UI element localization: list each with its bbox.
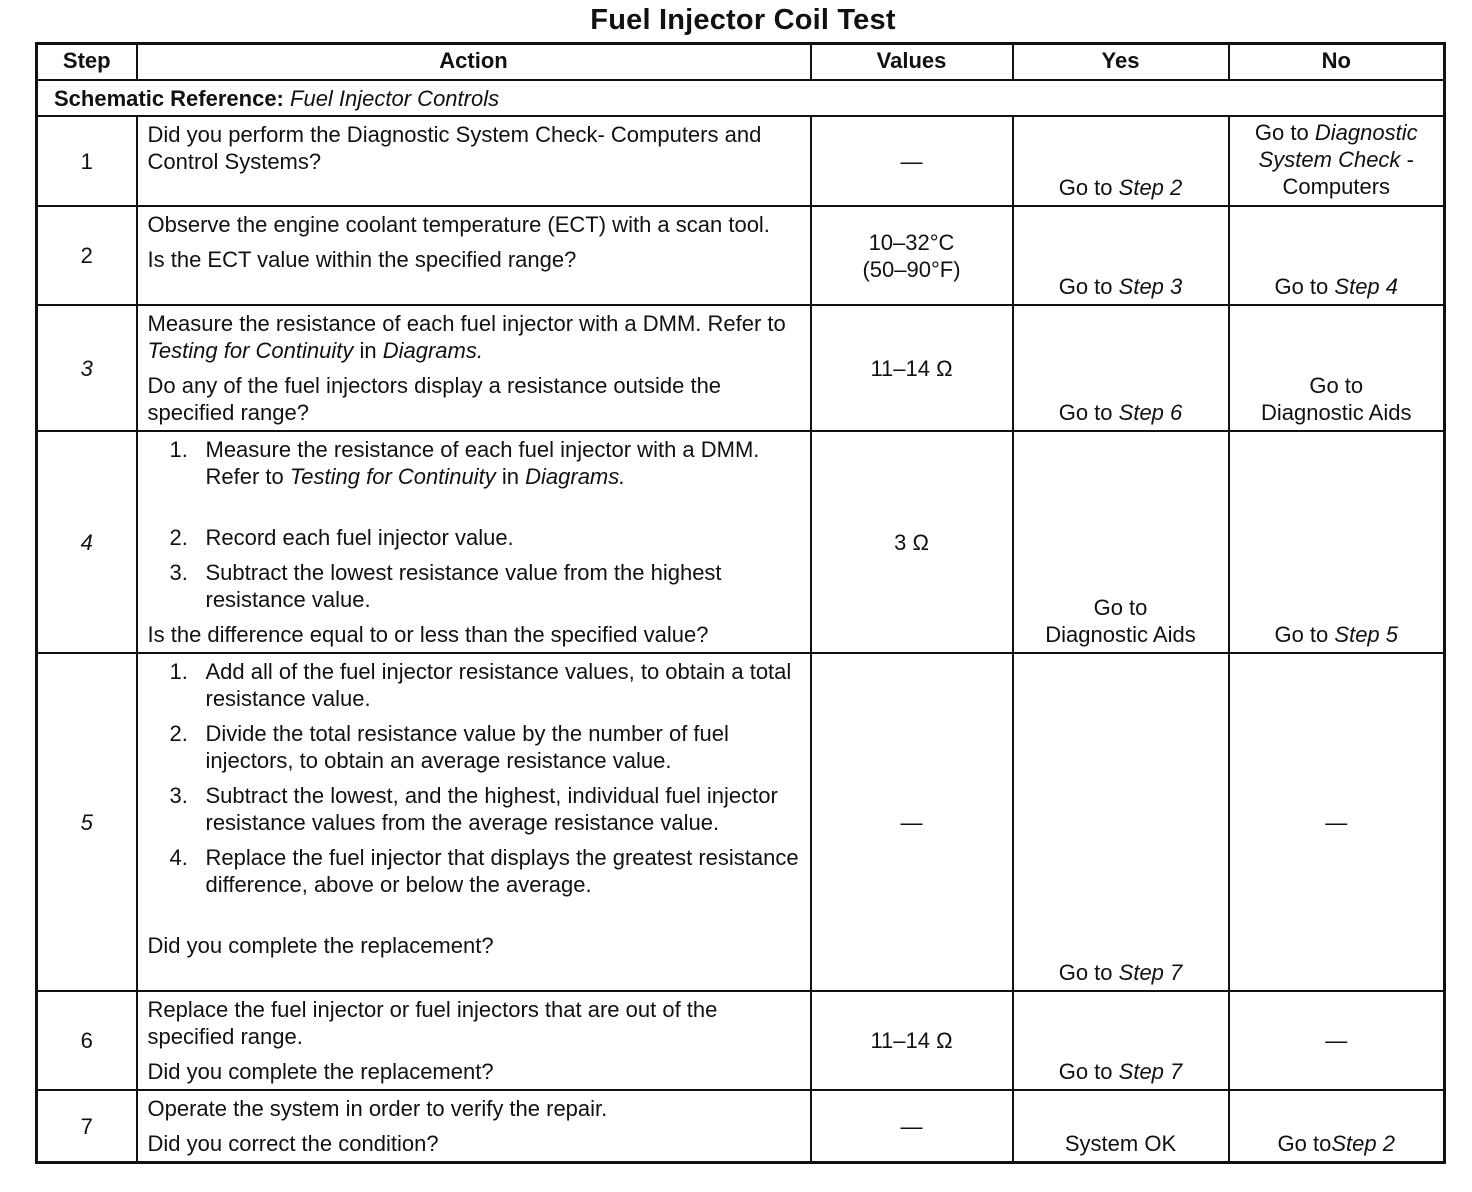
- list-text: in: [501, 464, 519, 489]
- no-cell: [1229, 305, 1445, 431]
- no-text: Go to: [1277, 1131, 1332, 1156]
- value-cell: —: [811, 1090, 1013, 1163]
- no-cell: [1229, 1090, 1445, 1163]
- header-no: No: [1229, 44, 1445, 81]
- action-question: Is the ECT value within the specified range?: [147, 247, 577, 272]
- yes-text: Go to: [1058, 1059, 1113, 1084]
- action-cell: [137, 991, 811, 1090]
- action-cell: [137, 1090, 811, 1163]
- value-cell: [811, 206, 1013, 305]
- yes-text: Go to: [1058, 175, 1113, 200]
- page-title: Fuel Injector Coil Test: [590, 4, 896, 36]
- list-text: Record each fuel injector value.: [205, 525, 514, 550]
- step-number: 4: [37, 431, 137, 653]
- no-cell: [1229, 431, 1445, 653]
- list-item: [148, 658, 800, 712]
- no-text: Go to: [1254, 120, 1309, 145]
- action-text: Replace the fuel injector or fuel injectors that are out of the specified range.: [147, 997, 718, 1049]
- list-item: [148, 559, 800, 613]
- yes-text: Go to: [1058, 274, 1113, 299]
- list-item: [148, 524, 800, 551]
- action-text-part: Measure the resistance of each fuel injector with a DMM. Refer to: [147, 311, 786, 336]
- no-link[interactable]: System Check: [1258, 147, 1401, 172]
- action-reference-link[interactable]: Testing for Continuity: [289, 464, 496, 489]
- yes-step-link[interactable]: Step 3: [1118, 274, 1183, 299]
- list-number: 4.: [169, 845, 188, 870]
- schematic-row: [37, 80, 1445, 116]
- action-text-part: in: [359, 338, 377, 363]
- yes-cell: [1013, 305, 1229, 431]
- yes-step-link[interactable]: Step 2: [1118, 175, 1183, 200]
- no-cell: —: [1229, 991, 1445, 1090]
- table-row: [37, 431, 1445, 653]
- yes-text: Go to: [1058, 400, 1113, 425]
- table-row: [37, 206, 1445, 305]
- yes-cell: [1013, 431, 1229, 653]
- action-question: Did you complete the replacement?: [147, 933, 494, 958]
- yes-step-link[interactable]: Step 7: [1118, 960, 1183, 985]
- step-number: 1: [37, 116, 137, 206]
- yes-text: Go to: [1093, 595, 1148, 620]
- no-link[interactable]: Diagnostic Aids: [1261, 400, 1412, 425]
- list-text: Subtract the lowest resistance value from the highest resistance value.: [205, 560, 722, 612]
- yes-step-link[interactable]: Step 6: [1118, 400, 1183, 425]
- no-text: Go to: [1274, 622, 1329, 647]
- table-row: [37, 1090, 1445, 1163]
- list-item: [148, 844, 800, 898]
- value-cell: 3 Ω: [811, 431, 1013, 653]
- list-number: 2.: [169, 525, 188, 550]
- yes-text: Go to: [1058, 960, 1113, 985]
- header-action: Action: [137, 44, 811, 81]
- table-row: [37, 653, 1445, 991]
- list-text: Replace the fuel injector that displays the greatest resistance difference, above or below the average.: [205, 845, 799, 897]
- diagnostic-table: [35, 42, 1446, 1164]
- action-cell: [137, 431, 811, 653]
- action-reference-link[interactable]: Diagrams.: [525, 464, 626, 489]
- list-item: [148, 436, 800, 490]
- value-fahrenheit: (50–90°F): [862, 256, 961, 282]
- list-item: [148, 782, 800, 836]
- schematic-value: Fuel Injector Controls: [290, 85, 500, 111]
- yes-cell: [1013, 991, 1229, 1090]
- action-question: Did you correct the condition?: [147, 1131, 439, 1156]
- header-values: Values: [811, 44, 1013, 81]
- value-cell: 11–14 Ω: [811, 305, 1013, 431]
- step-number: 2: [37, 206, 137, 305]
- action-cell: [137, 305, 811, 431]
- action-cell: [137, 116, 811, 206]
- no-step-link[interactable]: Step 4: [1334, 274, 1399, 299]
- action-cell: [137, 653, 811, 991]
- list-number: 2.: [169, 721, 188, 746]
- header-yes: Yes: [1013, 44, 1229, 81]
- no-cell: —: [1229, 653, 1445, 991]
- action-reference-link[interactable]: Diagrams.: [382, 338, 483, 363]
- header-row: [37, 44, 1445, 81]
- list-number: 3.: [169, 560, 188, 585]
- no-step-link[interactable]: Step 2: [1331, 1131, 1395, 1156]
- schematic-reference: [37, 80, 1445, 116]
- yes-cell: [1013, 116, 1229, 206]
- list-item: [148, 720, 800, 774]
- no-cell: [1229, 206, 1445, 305]
- action-text: Observe the engine coolant temperature (ECT) with a scan tool.: [147, 212, 770, 237]
- table-row: [37, 116, 1445, 206]
- yes-cell: [1013, 206, 1229, 305]
- no-text: Computers: [1282, 174, 1391, 199]
- no-step-link[interactable]: Step 5: [1334, 622, 1399, 647]
- action-question: Is the difference equal to or less than the specified value?: [147, 622, 709, 647]
- header-step: Step: [37, 44, 137, 81]
- list-number: 1.: [169, 437, 188, 462]
- table-row: [37, 305, 1445, 431]
- yes-cell: [1013, 653, 1229, 991]
- schematic-label: Schematic Reference:: [54, 85, 284, 111]
- value-cell: —: [811, 116, 1013, 206]
- list-text: Add all of the fuel injector resistance values, to obtain a total resistance value.: [205, 659, 792, 711]
- value-cell: 11–14 Ω: [811, 991, 1013, 1090]
- list-text: Subtract the lowest, and the highest, individual fuel injector resistance values from the average resistance value.: [205, 783, 778, 835]
- step-number: 3: [37, 305, 137, 431]
- action-question: Do any of the fuel injectors display a resistance outside the specified range?: [147, 373, 722, 425]
- value-cell: —: [811, 653, 1013, 991]
- action-text: Did you perform the Diagnostic System Check- Computers and Control Systems?: [147, 122, 762, 174]
- list-text: Measure the resistance of each fuel injector with a DMM. Refer to: [205, 437, 760, 489]
- yes-cell: System OK: [1013, 1090, 1229, 1163]
- no-link[interactable]: Diagnostic: [1314, 120, 1418, 145]
- step-number: 7: [37, 1090, 137, 1163]
- list-text: Divide the total resistance value by the number of fuel injectors, to obtain an average resistance value.: [205, 721, 729, 773]
- action-list: [148, 658, 800, 898]
- action-question: Did you complete the replacement?: [147, 1059, 494, 1084]
- list-number: 1.: [169, 659, 188, 684]
- action-cell: [137, 206, 811, 305]
- step-number: 5: [37, 653, 137, 991]
- action-text: [148, 310, 800, 364]
- yes-step-link[interactable]: Step 7: [1118, 1059, 1183, 1084]
- no-text: Go to: [1274, 274, 1329, 299]
- value-celsius: 10–32°C: [868, 229, 955, 255]
- no-cell: [1229, 116, 1445, 206]
- step-number: 6: [37, 991, 137, 1090]
- yes-link[interactable]: Diagnostic Aids: [1045, 622, 1196, 647]
- action-list: [148, 436, 800, 613]
- action-text: Operate the system in order to verify the repair.: [147, 1096, 608, 1121]
- action-reference-link[interactable]: Testing for Continuity: [147, 338, 354, 363]
- list-number: 3.: [169, 783, 188, 808]
- no-text: Go to: [1309, 373, 1364, 398]
- no-text: -: [1406, 147, 1414, 172]
- table-row: [37, 991, 1445, 1090]
